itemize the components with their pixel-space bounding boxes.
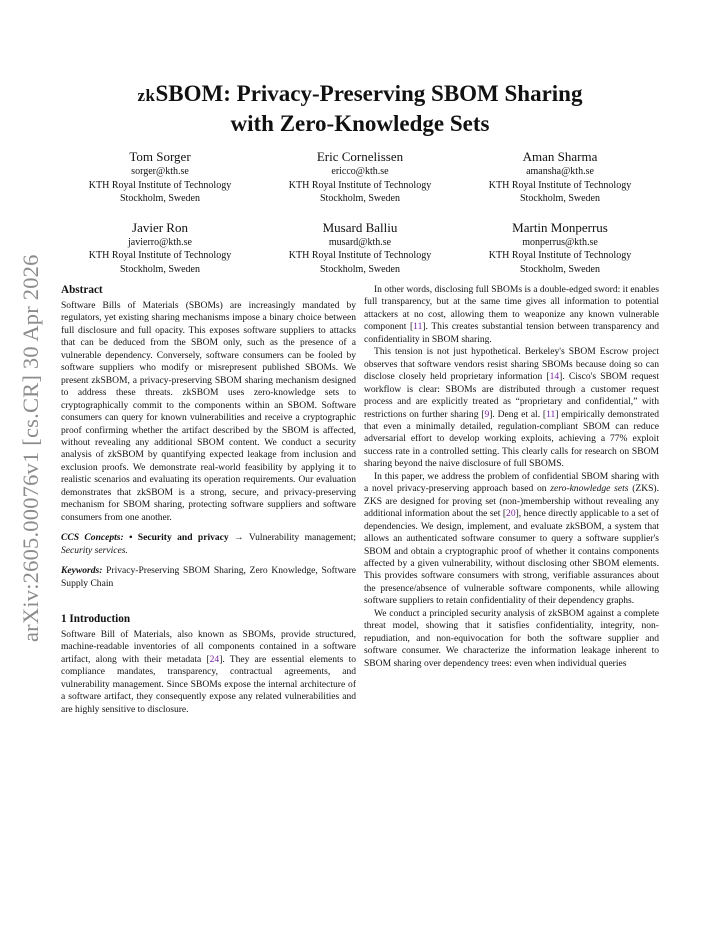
author-name: Musard Balliu [322,219,398,235]
author-location: Stockholm, Sweden [120,263,200,275]
body-paragraph [364,471,659,608]
author-row [60,219,660,277]
arxiv-identifier: arXiv:2605.00076v1 [cs.CR] 30 Apr 2026 [18,254,43,642]
keywords-text: Privacy-Preserving SBOM Sharing, Zero Knowledge, Software Supply Chain [61,565,356,589]
right-column [364,284,659,670]
author-affiliation: KTH Royal Institute of Technology [88,179,232,191]
author-name: Aman Sharma [522,149,598,164]
author-affiliation: KTH Royal Institute of Technology [488,250,632,262]
left-column [61,283,356,716]
author-email: monperrus@kth.se [522,236,598,248]
title-smallcaps: zk [137,86,156,105]
intro-text: Software Bill of Materials, also known as SBOMs, provide structured, machine-readable inventories of all components contained in a software artifact, along with their metadata [ [61,628,356,665]
section-heading-introduction: 1 Introduction [61,612,131,625]
author-card [260,219,460,277]
body-text: In this paper, we address the problem of confidential SBOM sharing with a novel privacy-preserving approach based on [364,470,659,495]
author-email: ericco@kth.se [331,166,389,177]
author-location: Stockholm, Sweden [120,193,200,205]
author-email: sorger@kth.se [131,166,189,177]
author-card [60,219,260,277]
author-location: Stockholm, Sweden [320,263,400,275]
author-name: Javier Ron [132,219,188,235]
author-card [60,148,260,206]
keywords [61,565,356,590]
author-affiliation: KTH Royal Institute of Technology [288,250,432,262]
citation-link[interactable]: 11 [413,321,423,333]
author-location: Stockholm, Sweden [520,193,600,205]
body-text: ]. Cisco's SBOM request workflow is clear: SBOMs are distributed through a customer request process and are explicitly treated as “proprietary and confidential,” with restrictions on further sharing [ [364,371,659,420]
title-line-1-rest: SBOM: Privacy-Preserving SBOM Sharing [155,81,583,106]
author-block [60,148,660,290]
ccs-italic: Security services. [61,544,128,556]
abstract-heading: Abstract [61,284,103,296]
body-paragraph [364,346,659,471]
abstract-text: Software Bills of Materials (SBOMs) are increasingly mandated by regulators, yet existing sharing mechanisms impose a binary choice between full disclosure and full opacity. This exposes software suppliers to attacks that can be deduced from the SBOM only, such as the presence of a vulnerable dependency. Conversely, software consumers can be fooled by software suppliers who modify or misrepresent published SBOMs. We present zkSBOM, a privacy-preserving SBOM sharing mechanism designed to address these threats. zkSBOM uses zero-knowledge sets to cryptographically commit to the components within an SBOM. Software consumers can query for known vulnerabilities and receive a cryptographic proof confirming whether the artifact described by the SBOM is affected, without revealing any additional SBOM content. We conduct a security analysis of zkSBOM by quantifying expected leakage from inclusion and exclusion proofs. We demonstrate real-world feasibility by applying it to realistic scenarios and evaluating its operation requirements. Our evaluation demonstrates that zkSBOM is a strong, secure, and privacy-preserving mechanism for SBOM sharing, protecting software suppliers and software consumers from one another. [61,300,356,523]
ccs-label: CCS Concepts: [61,532,124,544]
body-text: ], hence directly applicable to a set of dependencies. We design, implement, and evaluate zkSBOM, a system that allows an authenticated software consumer to query a software supplier's SBOM and obtain a cryptographic proof of whether it contains components affected by a given vulnerability, without disclosing other SBOM elements. This provides software consumers with strong, verifiable assurances about the presence/absence of vulnerable software components, while allowing software suppliers to retain confidentiality of their dependency graphs. [364,508,660,607]
body-paragraph [364,284,659,346]
author-card [460,148,660,206]
author-affiliation: KTH Royal Institute of Technology [88,250,232,262]
citation-link[interactable]: 14 [549,371,560,383]
keywords-label: Keywords: [61,565,103,577]
ccs-bullet: • Security and privacy [129,532,229,544]
citation-link[interactable]: 20 [506,508,516,520]
body-text: In other words, disclosing full SBOMs is a double-edged sword: it enables full transparency, but at the same time gives all information to potential attackers at no cost, allowing them to weaponize any known vulnerable component [ [364,284,659,333]
author-name: Martin Monperrus [512,219,608,235]
author-row [60,148,660,206]
author-card [260,148,460,206]
intro-text: ]. They are essential elements to compliance mandates, transparency, contractual agreements, and vulnerability management. Since SBOMs expose the internal architecture of a software artifact, they consequently expose any related vulnerabilities and are highly sensitive to disclosure. [61,653,356,715]
citation-link[interactable]: 9 [484,408,490,420]
author-card [460,219,660,277]
body-paragraph: We conduct a principled security analysis of zkSBOM against a complete threat model, showing that it satisfies confidentiality, integrity, non-repudiation, and non-equivocation for both the software supplier and software consumer. We characterize the information leakage inherent to SBOM sharing over dependency trees: even when individual queries [364,607,659,669]
paper-title [60,80,660,138]
body-text: (ZKS). ZKS are designed for proving set (non-)membership without revealing any additional information about the set [ [364,483,659,520]
author-affiliation: KTH Royal Institute of Technology [488,179,632,191]
title-line-1 [60,80,660,110]
title-line-2: with Zero-Knowledge Sets [230,111,490,136]
author-location: Stockholm, Sweden [520,263,600,275]
author-name: Eric Cornelissen [316,149,404,164]
author-affiliation: KTH Royal Institute of Technology [288,179,432,191]
body-text: This tension is not just hypothetical. Berkeley's SBOM Escrow project observes that software vendors resist sharing SBOMs because doing so can disclose closely held proprietary information [ [364,346,659,383]
author-location: Stockholm, Sweden [320,193,400,205]
body-text: ]. Deng et al. [ [489,408,547,420]
ccs-rest: Vulnerability management; [243,532,356,544]
italic-term: zero-knowledge sets [550,483,629,495]
ccs-arrow: → [234,532,244,544]
citation-link[interactable]: 24 [209,653,220,665]
author-email: musard@kth.se [328,236,392,248]
author-email: amansha@kth.se [526,166,594,177]
intro-paragraph [61,629,356,716]
author-name: Tom Sorger [129,149,191,164]
citation-link[interactable]: 11 [546,408,556,420]
body-text: ]. This creates substantial tension between transparency and confidentiality in SBOM sharing. [364,321,659,345]
body-text: ] empirically demonstrated that even a minimally detailed, regulation-compliant SBOM can reduce adversarial effort to develop working exploits, achieving a 77% exploit success rate in a controlled setting. This clearly calls for research on SBOM sharing beyond the naive disclosure of full SBOMS. [364,408,660,470]
author-email: javierro@kth.se [128,236,192,248]
ccs-concepts [61,532,356,557]
